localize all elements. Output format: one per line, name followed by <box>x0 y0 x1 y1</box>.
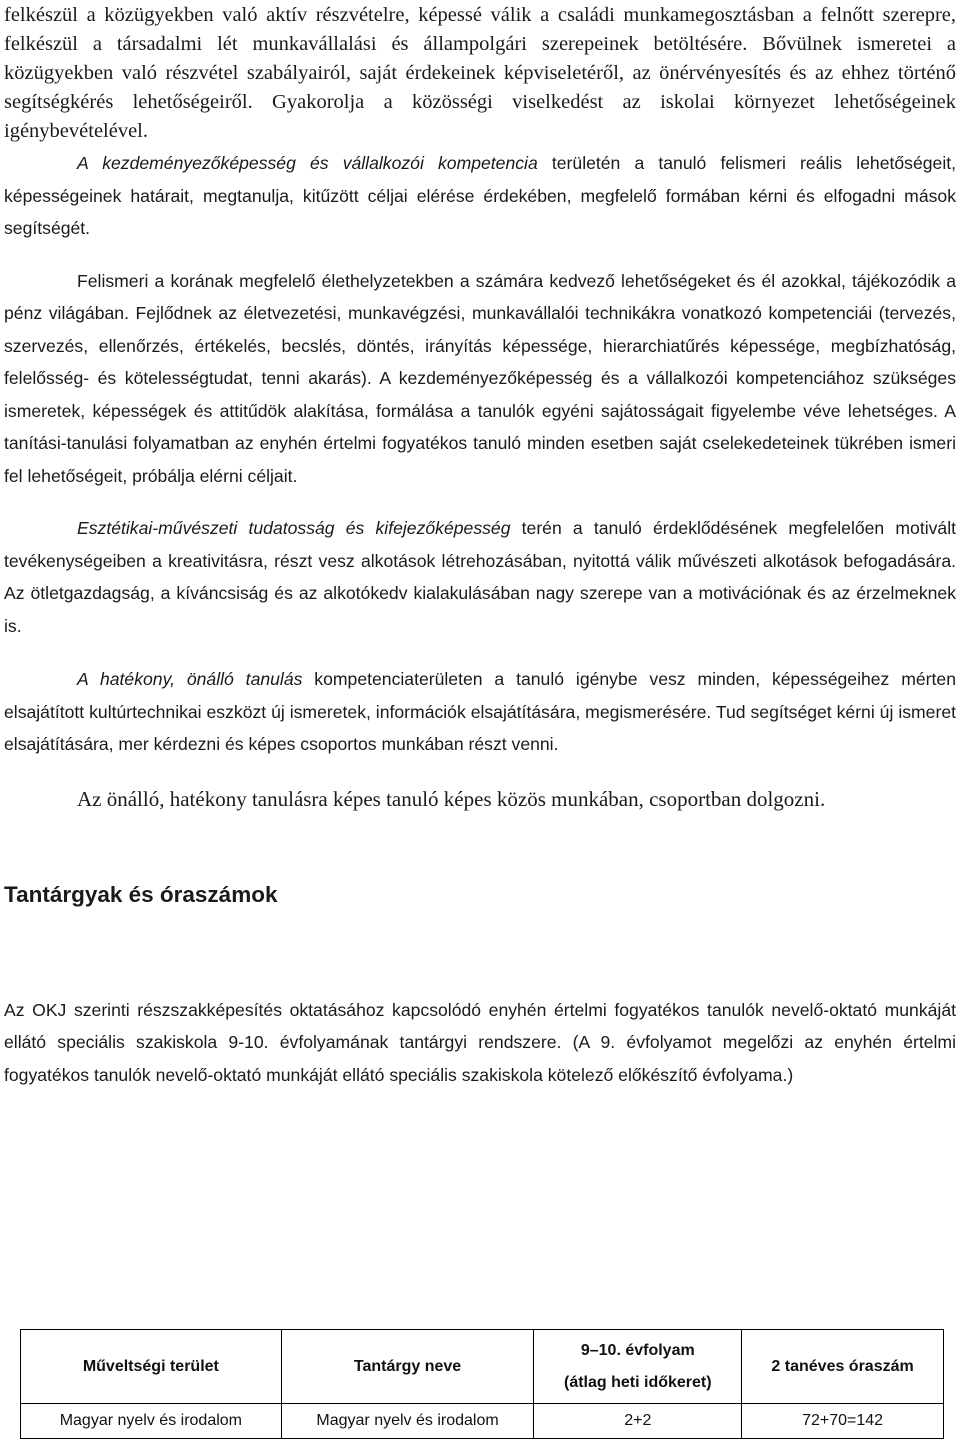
paragraph-subject-system <box>4 994 956 1092</box>
paragraph-learning-competence <box>4 663 956 761</box>
paragraph-italic-term: Esztétikai-művészeti tudatosság és kifejezőképesség <box>77 518 511 538</box>
paragraph-text: Felismeri a korának megfelelő élethelyzetekben a számára kedvező lehetőségeket és él azokkal, tájékozódik a pénz világában. Fejlődnek az életvezetési, munkavégzési, munkavállalói technikákra vonatkozó kompetenciái (tervezés, szervezés, ellenőrzés, értékelés, becslés, döntés, irányítás képessége, hierarchiatűrés képessége, megbízhatóság, felelősség- és kötelességtudat, tenni akarás). A kezdeményezőképesség és a vállalkozói kompetenciához szükséges ismeretek, képességek és attitűdök alakítása, formálása a tanulók egyéni sajátosságait figyelembe véve lehetséges. A tanítási-tanulási folyamatban az enyhén értelmi fogyatékos tanuló minden esetben saját cselekedeteinek tükrében ismeri fel lehetőségeit, próbálja elérni céljait. <box>4 270 956 486</box>
header-grade <box>534 1330 742 1404</box>
paragraph-text: kompetenciaterületen a tanuló igénybe vesz minden, képességeihez mérten elsajátított kultúrtechnikai eszközt új ismeretek, információk elsajátítására, megismerésére. Tud segítséget kérni új ismeret elsajátítására, mer kérdezni és képes csoportos munkában részt venni. <box>4 669 956 754</box>
header-grade-line1: 9–10. évfolyam <box>580 1341 695 1359</box>
paragraph-initiative-competence <box>4 147 956 245</box>
paragraph-life-situations <box>4 265 956 493</box>
table-header-row <box>21 1330 944 1404</box>
document-page <box>4 0 956 1091</box>
paragraph-civic-competence <box>4 1 956 146</box>
header-area: Műveltségi terület <box>21 1330 282 1404</box>
cell-weekly: 2+2 <box>534 1404 742 1439</box>
paragraph-text: Az OKJ szerinti részszakképesítés oktatásához kapcsolódó enyhén értelmi fogyatékos tanulók nevelő-oktató munkáját ellátó speciális szakiskola 9-10. évfolyamának tantárgyi rendszere. (A 9. évfolyamot megelőzi az enyhén értelmi fogyatékos tanulók nevelő-oktató munkáját ellátó speciális szakiskola kötelező előkészítő évfolyama.) <box>4 999 956 1085</box>
paragraph-italic-term: A kezdeményezőképesség és vállalkozói kompetencia <box>77 153 538 173</box>
subjects-table <box>20 1329 944 1439</box>
cell-total: 72+70=142 <box>742 1404 944 1439</box>
header-subject: Tantárgy neve <box>281 1330 534 1404</box>
paragraph-text: területén a tanuló felismeri reális lehetőségeit, képességeinek határait, megtanulja, kitűzött céljai elérése érdekében, megfelelő formában kérni és elfogadni mások segítségét. <box>4 153 957 238</box>
paragraph-text: felkészül a közügyekben való aktív részvételre, képessé válik a családi munkamegosztásban a felnőtt szerepre, felkészül a társadalmi lét munkavállalási és állampolgári szerepeinek betöltésére. Bővülnek ismeretei a közügyekben való részvétel szabályairól, saját érdekeinek képviseletéről, az önérvényesítés és az ehhez történő segítségkérés lehetőségeiről. Gyakorolja a közösségi viselkedést az iskolai környezet lehetőségeinek igénybevételével. <box>4 4 956 142</box>
paragraph-italic-term: A hatékony, önálló tanulás <box>77 669 303 689</box>
cell-area: Magyar nyelv és irodalom <box>21 1404 282 1439</box>
paragraph-text: Az önálló, hatékony tanulásra képes tanuló képes közös munkában, csoportban dolgozni. <box>77 786 826 811</box>
paragraph-aesthetic-competence <box>4 512 956 642</box>
header-total: 2 tanéves óraszám <box>742 1330 944 1404</box>
cell-subject: Magyar nyelv és irodalom <box>281 1404 534 1439</box>
section-heading: Tantárgyak és óraszámok <box>4 881 278 907</box>
paragraph-group-work <box>4 785 956 814</box>
table-row <box>21 1404 944 1439</box>
paragraph-text: terén a tanuló érdeklődésének megfelelően motivált tevékenységeiben a kreativitásra, részt vesz alkotások létrehozásában, nyitottá válik művészeti alkotások befogadására. Az ötletgazdagság, a kíváncsiság és az alkotókedv kialakulásában nagy szerepe van a motivációnak és az érzelmeknek is. <box>4 518 957 636</box>
header-grade-line2: (átlag heti időkeret) <box>563 1373 712 1391</box>
